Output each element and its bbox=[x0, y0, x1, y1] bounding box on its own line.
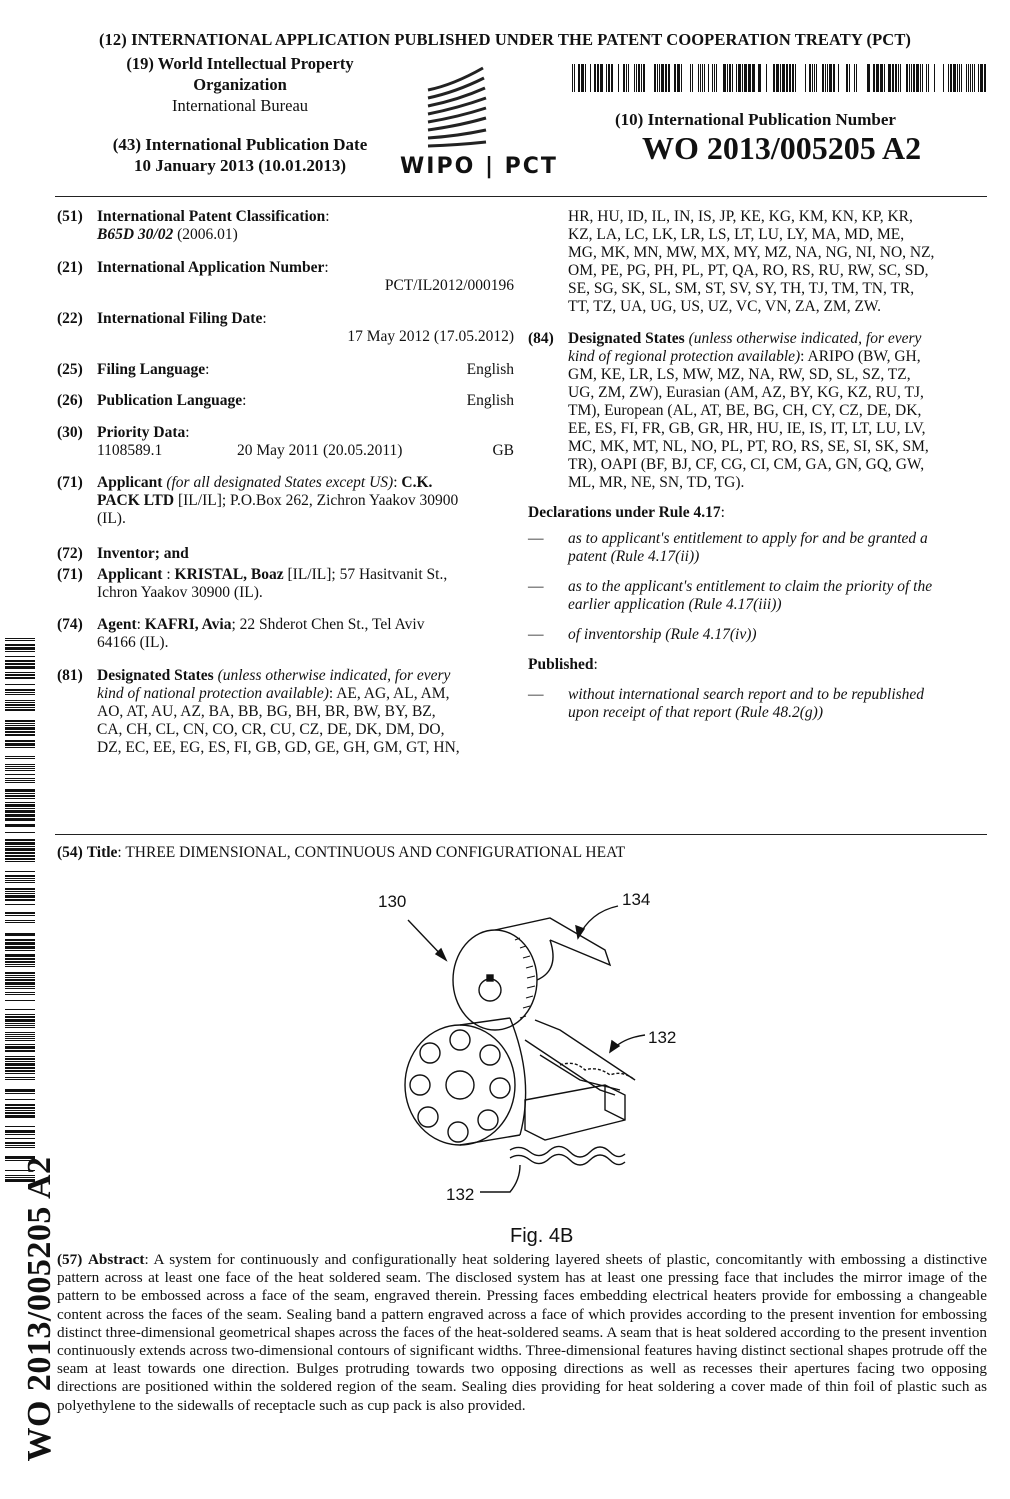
declaration-2: — as to the applicant's entitlement to claim the priority of the earlier application (Rule 4.17(iii)) bbox=[528, 578, 933, 613]
field-21: (21) International Application Number: PCT/IL2012/000196 bbox=[57, 259, 514, 294]
field-74: (74) Agent: KAFRI, Avia; 22 Shderot Chen St., Tel Aviv 64166 (IL). bbox=[57, 616, 425, 651]
published-note: — without international search report and to be republished upon receipt of that report (Rule 48.2(g)) bbox=[528, 686, 925, 721]
pubnum-label: (10) International Publication Number bbox=[615, 110, 896, 129]
org-name-line2: Organization bbox=[193, 75, 287, 94]
field-51: (51) International Patent Classification: B65D 30/02 (2006.01) bbox=[57, 208, 330, 243]
right-column bbox=[528, 208, 986, 722]
ref-134: 134 bbox=[622, 890, 651, 909]
declaration-1: — as to applicant's entitlement to apply for and be granted a patent (Rule 4.17(ii)) bbox=[528, 530, 928, 565]
title-field: (54) Title: THREE DIMENSIONAL, CONTINUOUS AND CONFIGURATIONAL HEAT bbox=[57, 844, 626, 861]
field-25: (25) Filing Language: English bbox=[57, 361, 514, 378]
ref-132-bottom: 132 bbox=[446, 1185, 475, 1204]
wipo-logo bbox=[398, 50, 568, 185]
header-divider bbox=[55, 196, 987, 197]
declaration-3: — of inventorship (Rule 4.17(iv)) bbox=[528, 626, 757, 643]
pubnum-value: WO 2013/005205 A2 bbox=[642, 130, 922, 166]
figure-drawing bbox=[360, 880, 720, 1220]
abstract: (57) Abstract: A system for continuously and configurationally heat soldering layered sheets of plastic, concomitantly with embossing a distinctive pattern across at least one face of the heat soldered seam. The disclosed system has at least one pressing face that includes the mirror image of the pattern to be embossed across a face of the seam, engraved therein. Pressing faces embedding electrical heaters provide for embossing a changeable content across the faces of the seam. Sealing band a pattern engraved across a face of which provides according to the present invention for embossing distinct three-dimensional geometrical shapes across the faces of the heat-soldered seams. A seam that is heat soldered according to the present invention continuously extends across two-dimensional contours of significant widths. Three-dimensional features having distinct sectional shapes protrude off the seam at least towards one direction. Bulges protruding towards two opposing directions as well as recesses their apertures facing two opposing directions are positioned within the soldered region of the seam. Sealing dies providing for heat soldering a cover made of thin foil of plastic such as polyethylene to the sidewalls of receptacle such as cup pack is also provided. bbox=[57, 1251, 988, 1414]
barcode-side bbox=[5, 636, 35, 1182]
field-71: (71) Applicant (for all designated States except US): C.K. PACK LTD [IL/IL]; P.O.Box 262, Zichron Yaakov 30900 (IL). bbox=[57, 474, 459, 527]
side-publication-number: WO 2013/005205 A2 bbox=[21, 1156, 58, 1462]
field-84: (84) Designated States (unless otherwise indicated, for every kind of regional protection available): ARIPO (BW, GH, GM, KE, LR, LS, MW, MZ, NA, RW, SD, SL, SZ, TZ, UG, ZM, ZW), Eurasian (AM, AZ, BY, KG, KZ, RU, TJ, TM), European (AL, AT, BE, BG, CH, CY, CZ, DE, DK, EE, ES, FI, FR, GB, GR, HR, HU, IE, IS, IT, LT, LU, LV, MC, MK, MT, NL, NO, PL, PT, RO, RS, SE, SI, SK, SM, TR), OAPI (BF, BJ, CF, CG, CI, CM, GA, GN, GQ, GW, ML, MR, NE, SN, TD, TG). bbox=[528, 330, 929, 491]
field-22: (22) International Filing Date: 17 May 2012 (17.05.2012) bbox=[57, 310, 514, 345]
org-name: (19) World Intellectual Property bbox=[126, 54, 354, 73]
field-30: (30) Priority Data: 1108589.1 20 May 2011 (20.05.2011) GB bbox=[57, 424, 514, 459]
figure-caption: Fig. 4B bbox=[510, 1225, 574, 1247]
field-26: (26) Publication Language: English bbox=[57, 392, 514, 409]
designated-states-cont: HR, HU, ID, IL, IN, IS, JP, KE, KG, KM, KN, KP, KR, KZ, LA, LC, LK, LR, LS, LT, LU, LY, MA, MD, ME, MG, MK, MN, MW, MX, MY, MZ, NA, NG, NI, NO, NZ, OM, PE, PG, PH, PL, PT, QA, RO, RS, RU, RW, SC, SD, SE, SG, SK, SL, SM, ST, SV, SY, TH, TJ, TM, TN, TR, TT, TZ, UA, UG, US, UZ, VC, VN, ZA, ZM, ZW. bbox=[568, 208, 935, 315]
bureau: International Bureau bbox=[171, 96, 309, 115]
field-81: (81) Designated States (unless otherwise indicated, for every kind of national protection available): AE, AG, AL, AM, AO, AT, AU, AZ, BA, BB, BG, BH, BR, BW, BY, BZ, CA, CH, CL, CN, CO, CR, CU, CZ, DE, DK, DM, DO, DZ, EC, EE, EG, ES, FI, GB, GD, GE, GH, GM, GT, HN, bbox=[57, 667, 460, 756]
ref-130: 130 bbox=[378, 892, 407, 911]
pubdate-label: (43) International Publication Date bbox=[112, 135, 368, 154]
ref-132-right: 132 bbox=[648, 1028, 677, 1047]
treaty-heading: (12) INTERNATIONAL APPLICATION PUBLISHED UNDER THE PATENT COOPERATION TREATY (PCT) bbox=[98, 30, 912, 49]
wipo-logo-text: WIPO | PCT bbox=[400, 154, 558, 179]
title-divider bbox=[55, 834, 987, 835]
published-heading: Published: bbox=[528, 656, 598, 673]
declarations-heading: Declarations under Rule 4.17: bbox=[528, 504, 725, 521]
field-72: (72) Inventor; and bbox=[57, 545, 189, 562]
field-71b: (71) Applicant : KRISTAL, Boaz [IL/IL]; 57 Hasitvanit St., Ichron Yaakov 30900 (IL). bbox=[57, 566, 448, 601]
barcode-top bbox=[570, 64, 986, 92]
pubdate-value: 10 January 2013 (10.01.2013) bbox=[133, 156, 347, 175]
